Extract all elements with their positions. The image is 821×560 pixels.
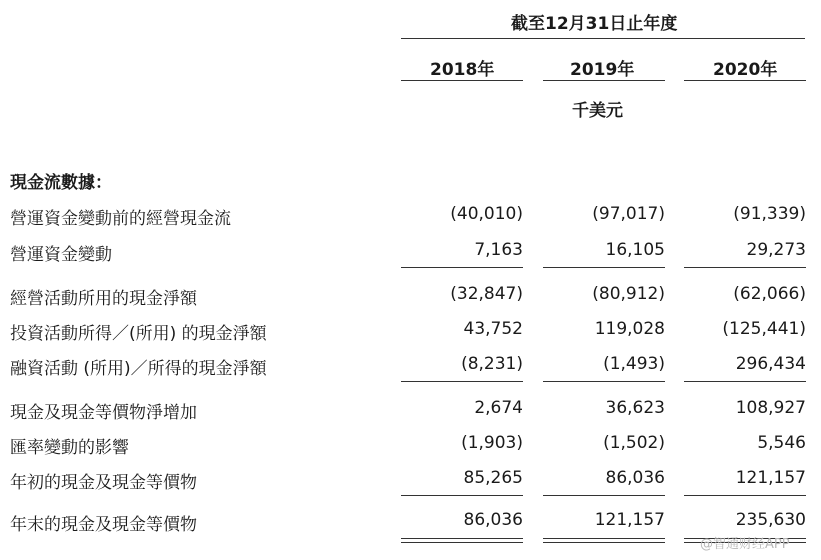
- row-value-2018: 2,674: [474, 398, 523, 418]
- subtotal-rule-2020: [684, 267, 806, 268]
- subtotal-rule-2018: [401, 267, 523, 268]
- row-label: 年末的現金及現金等價物: [10, 515, 197, 535]
- row-label: 年初的現金及現金等價物: [10, 473, 197, 493]
- row-value-2020: (125,441): [722, 319, 806, 339]
- row-value-2019: 36,623: [605, 398, 665, 418]
- row-value-2019: (1,493): [603, 354, 665, 374]
- row-value-2018: (8,231): [461, 354, 523, 374]
- row-value-2020: 29,273: [746, 240, 806, 260]
- year-rule-2018: [401, 80, 523, 81]
- row-value-2018: (32,847): [450, 284, 523, 304]
- row-label: 匯率變動的影響: [10, 438, 129, 458]
- subtotal-rule-2018: [401, 381, 523, 382]
- row-value-2019: (1,502): [603, 433, 665, 453]
- row-value-2019: 86,036: [605, 468, 665, 488]
- row-value-2019: (80,912): [592, 284, 665, 304]
- row-label: 融資活動 (所用)／所得的現金淨額: [10, 359, 267, 379]
- row-value-2020: 235,630: [735, 510, 806, 530]
- subtotal-rule-2019: [543, 495, 665, 496]
- row-value-2018: 7,163: [474, 240, 523, 260]
- subtotal-rule-2020: [684, 495, 806, 496]
- subtotal-rule-2019: [543, 381, 665, 382]
- row-label: 投資活動所得／(所用) 的現金淨額: [10, 324, 267, 344]
- subtotal-rule-2018: [401, 495, 523, 496]
- row-label: 現金及現金等價物淨增加: [10, 403, 197, 423]
- unit-label: 千美元: [572, 101, 623, 121]
- year-header-2018: 2018年: [430, 60, 495, 80]
- row-value-2020: (91,339): [733, 204, 806, 224]
- year-header-2020: 2020年: [713, 60, 778, 80]
- period-header: 截至12月31日止年度: [511, 14, 678, 34]
- year-rule-2019: [543, 80, 665, 81]
- row-value-2019: 121,157: [594, 510, 665, 530]
- row-value-2018: 86,036: [463, 510, 523, 530]
- row-value-2020: (62,066): [733, 284, 806, 304]
- row-value-2018: (1,903): [461, 433, 523, 453]
- year-header-2019: 2019年: [570, 60, 635, 80]
- row-value-2018: (40,010): [450, 204, 523, 224]
- year-rule-2020: [684, 80, 806, 81]
- row-value-2020: 121,157: [735, 468, 806, 488]
- row-value-2018: 85,265: [463, 468, 523, 488]
- total-double-rule-2018: [401, 538, 523, 543]
- row-value-2020: 5,546: [757, 433, 806, 453]
- row-value-2019: 16,105: [605, 240, 665, 260]
- period-rule: [401, 38, 805, 39]
- row-value-2018: 43,752: [463, 319, 523, 339]
- row-value-2019: (97,017): [592, 204, 665, 224]
- row-value-2020: 296,434: [735, 354, 806, 374]
- subtotal-rule-2019: [543, 267, 665, 268]
- subtotal-rule-2020: [684, 381, 806, 382]
- row-value-2019: 119,028: [594, 319, 665, 339]
- row-label: 營運資金變動前的經營現金流: [10, 209, 231, 229]
- row-label: 營運資金變動: [10, 245, 112, 265]
- total-double-rule-2019: [543, 538, 665, 543]
- row-value-2020: 108,927: [735, 398, 806, 418]
- section-title: 現金流數據：: [10, 173, 112, 193]
- row-label: 經營活動所用的現金淨額: [10, 289, 197, 309]
- watermark: @智通财经APP: [700, 537, 790, 552]
